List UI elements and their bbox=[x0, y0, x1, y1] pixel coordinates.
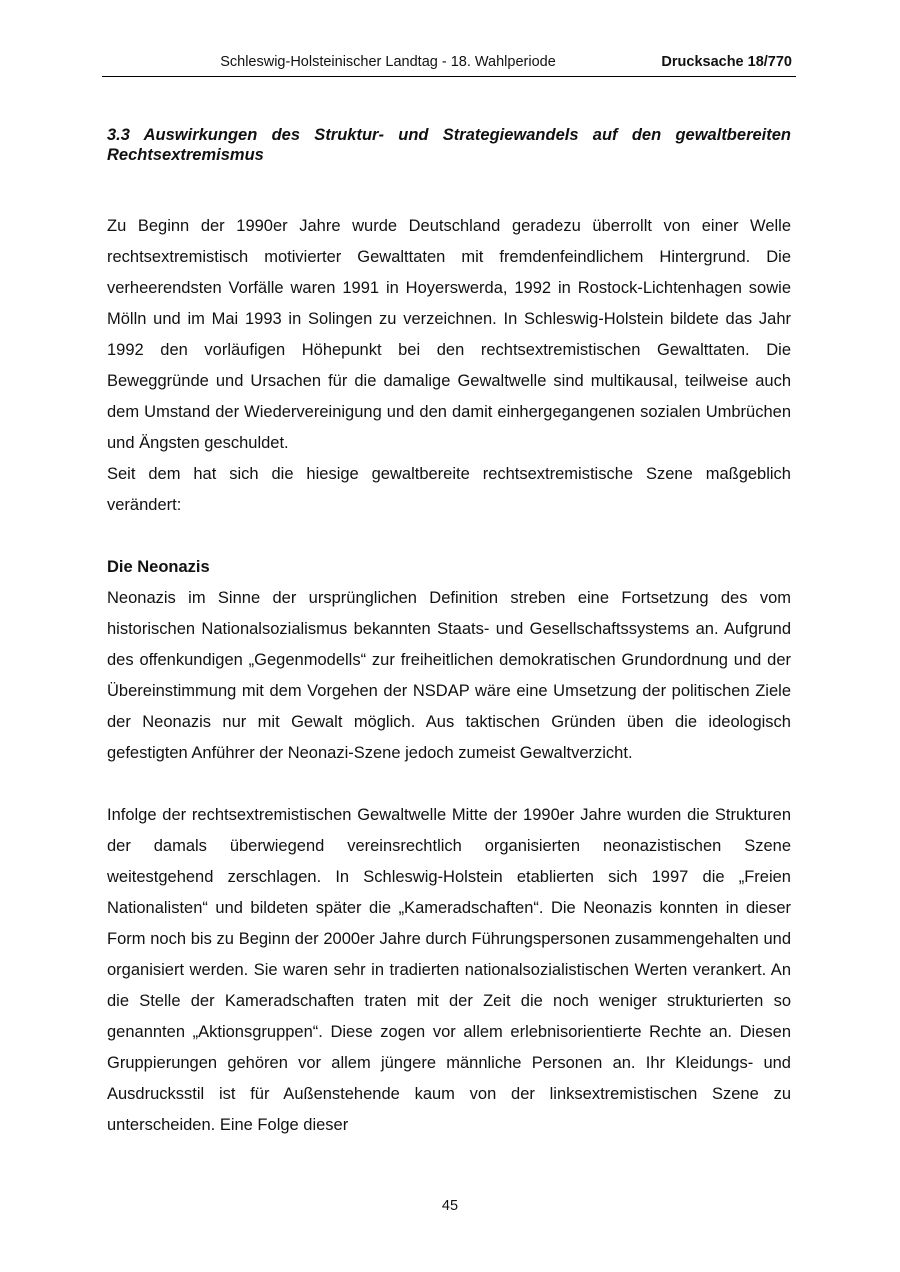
section-heading: 3.3 Auswirkungen des Struktur- und Strategiewandels auf den gewaltbereiten Rechtsextremismus bbox=[107, 126, 791, 164]
paragraph-neonazis-1: Neonazis im Sinne der ursprünglichen Definition streben eine Fortsetzung des vom historischen Nationalsozialismus bekannten Staats- und Gesellschaftssystems an. Aufgrund des offenkundigen „Gegenmodells“ zur freiheitlichen demokratischen Grundordnung und der Übereinstimmung mit dem Vorgehen der NSDAP wäre eine Umsetzung der politischen Ziele der Neonazis nur mit Gewalt möglich. Aus taktischen Gründen üben die ideologisch gefestigten Anführer der Neonazi-Szene jedoch zumeist Gewaltverzicht. bbox=[107, 589, 791, 762]
spacer bbox=[107, 769, 791, 800]
paragraph-neonazis-2: Infolge der rechtsextremistischen Gewaltwelle Mitte der 1990er Jahre wurden die Strukturen der damals überwiegend vereinsrechtlich organisierten neonazistischen Szene weitestgehend zerschlagen. In Schleswig-Holstein etablierten sich 1997 die „Freien Nationalisten“ und bildeten später die „Kameradschaften“. Die Neonazis konnten in dieser Form noch bis zu Beginn der 2000er Jahre durch Führungspersonen zusammengehalten und organisiert werden. Sie waren sehr in tradierten nationalsozialistischen Werten verankert. An die Stelle der Kameradschaften traten mit der Zeit die noch weniger strukturierten so genannten „Aktionsgruppen“. Diese zogen vor allem erlebnisorientierte Rechte an. Diesen Gruppierungen gehören vor allem jüngere männliche Personen an. Ihr Kleidungs- und Ausdrucksstil ist für Außenstehende kaum von der linksextremistischen Szene zu unterscheiden. Eine Folge dieser bbox=[107, 806, 791, 1134]
paragraph-intro-2: Seit dem hat sich die hiesige gewaltbereite rechtsextremistische Szene maßgeblich verändert: bbox=[107, 465, 791, 514]
page-header bbox=[102, 52, 796, 77]
page-content bbox=[107, 125, 791, 1141]
document-number: Drucksache 18/770 bbox=[661, 54, 792, 70]
subheading-neonazis: Die Neonazis bbox=[107, 558, 210, 576]
page-number: 45 bbox=[441, 1198, 459, 1214]
header-title: Schleswig-Holsteinischer Landtag - 18. Wahlperiode bbox=[220, 54, 556, 70]
spacer bbox=[107, 521, 791, 552]
spacer bbox=[107, 165, 791, 211]
paragraph-intro-1: Zu Beginn der 1990er Jahre wurde Deutschland geradezu überrollt von einer Welle rechtsextremistisch motivierter Gewalttaten mit fremdenfeindlichem Hintergrund. Die verheerendsten Vorfälle waren 1991 in Hoyerswerda, 1992 in Rostock-Lichtenhagen sowie Mölln und im Mai 1993 in Solingen zu verzeichnen. In Schleswig-Holstein bildete das Jahr 1992 den vorläufigen Höhepunkt bei den rechtsextremistischen Gewalttaten. Die Beweggründe und Ursachen für die damalige Gewaltwelle sind multikausal, teilweise auch dem Umstand der Wiedervereinigung und den damit einhergegangenen sozialen Umbrüchen und Ängsten geschuldet. bbox=[107, 217, 791, 452]
